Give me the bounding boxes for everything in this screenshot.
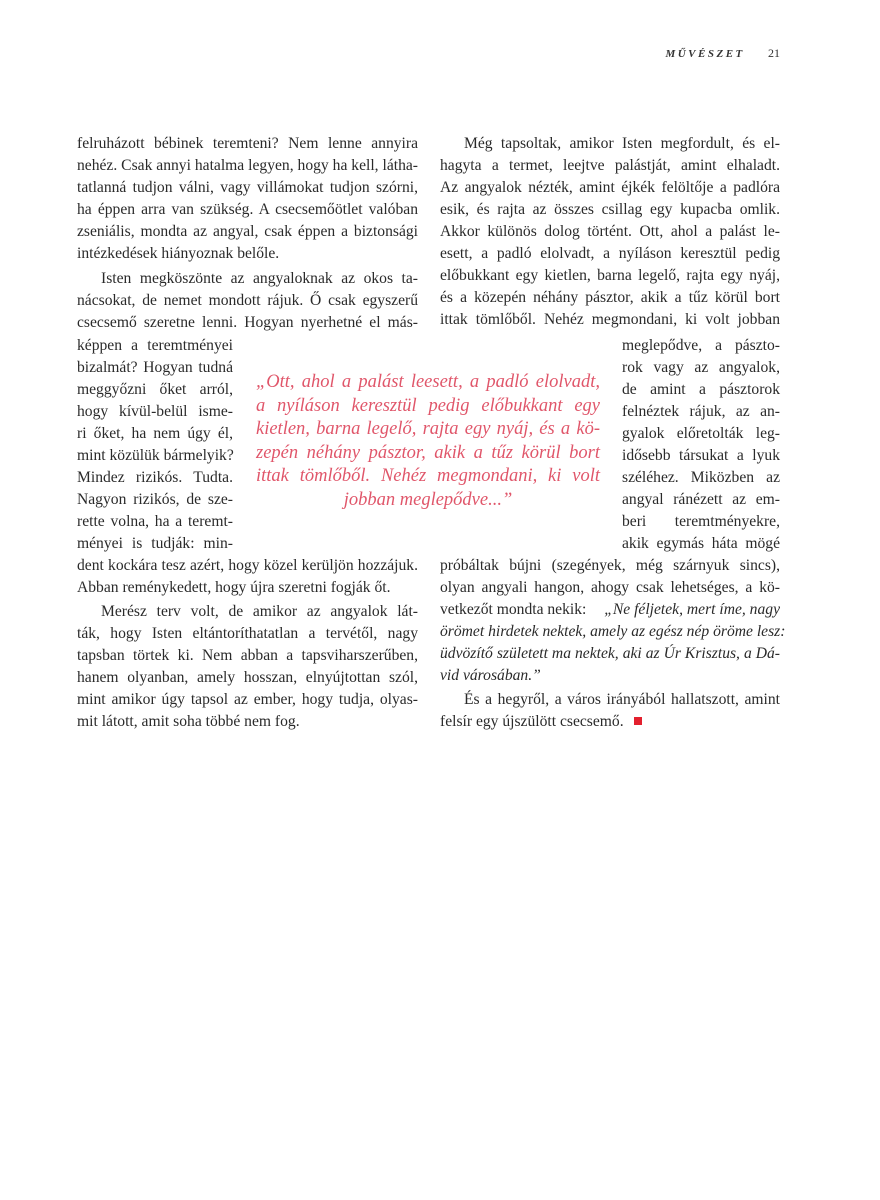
pull-quote-line: jobban meglepődve...” [343,489,513,510]
pull-quote-line: ittak tömlőből. Nehéz megmondani, ki volt [256,466,600,486]
text-line: Mindez rizikós. Tudta. [77,469,233,486]
scripture-line: vid városában.” [440,667,541,684]
text-line: Abban reménykedett, hogy újra szeretni fogják őt. [77,579,391,596]
text-line: mit látott, amit soha többé nem fog. [77,713,300,730]
pull-quote-line: zepén néhány pásztor, akik a tűz körül bort [256,442,600,463]
text-line: ri őket, ha nem úgy él, [77,425,233,442]
text-line: tatlanná tudjon válni, vagy villámokat tudjon szórni, [77,179,418,196]
text-line: előbukkant egy kietlen, barna legelő, rajta egy nyáj, [440,267,780,284]
pull-quote-line: „Ott, ahol a palást leesett, a padló elolvadt, [256,372,600,392]
text-line: rok vagy az angyalok, [622,359,780,376]
running-header [665,46,780,61]
text-line: esett, a padló elolvadt, a nyíláson keresztül pedig [440,245,780,262]
text-line: meglepődve, a pászto- [622,337,780,354]
text-line: nácsokat, de nemet mondott rájuk. Ő csak egyszerű [77,292,418,309]
text-line: És a hegyről, a város irányából hallatszott, amint [464,691,780,708]
text-line: intézkedések hiányoznak belőle. [77,245,280,262]
text-line: Isten megköszönte az angyaloknak az okos ta- [101,270,418,287]
text-span: vetkezőt mondta nekik: [440,601,591,618]
scripture-quote: „Ne féljetek, mert íme, nagy [604,601,780,618]
text-line: ták, hogy Isten eltántoríthatatlan a tervétől, nagy [77,625,418,642]
section-title: MŰVÉSZET [665,48,745,60]
text-line: hogy kívül-belül isme- [77,403,233,420]
end-mark-icon [634,717,642,725]
text-line: és a közepén néhány pásztor, akik a tűz körül bort [440,289,780,306]
text-line: Akkor különös dolog történt. Ott, ahol a palást le- [440,223,780,240]
text-line: esik, és rajta az összes csillag egy kupacba omlik. [440,201,780,218]
text-line: tapsban törtek ki. Nem abban a tapsviharszerűben, [77,647,418,664]
text-line: széléhez. Miközben az [622,469,780,486]
scripture-line: örömet hirdetek nektek, amely az egész nép öröme lesz: [440,623,786,640]
text-line: Merész terv volt, de amikor az angyalok lát- [101,603,418,620]
text-line: ittak tömlőből. Nehéz megmondani, ki volt jobban [440,311,780,328]
text-line: olyan angyali hangon, ahogy csak lehetséges, a kö- [440,579,780,596]
text-line: bizalmát? Hogyan tudná [77,359,233,376]
text-line: hanem olyanban, amely hosszan, elnyújtottan szól, [77,669,418,686]
text-line: beri teremtményekre, [622,513,780,530]
text-line: ha éppen arra van szükség. A csecsemőötlet valóban [77,201,418,218]
text-line: zseniális, mondta az angyal, csak éppen a biztonsági [77,223,418,240]
text-line: gyalok előretolták leg- [622,425,780,442]
scripture-line: üdvözítő született ma nektek, aki az Úr Krisztus, a Dá- [440,645,780,662]
text-line [440,599,780,621]
text-line: rette volna, ha a teremt- [77,513,233,530]
text-line: Az angyalok nézték, amint éjkék felöltője a padlóra [440,179,780,196]
text-line: csecsemő szeretne lenni. Hogyan nyerhetné el más- [77,314,418,331]
text-line: dent kockára tesz azért, hogy közel kerüljön hozzájuk. [77,557,418,574]
pull-quote [256,371,600,512]
text-line: meggyőzni őket arról, [77,381,233,398]
text-line: Még tapsoltak, amikor Isten megfordult, és el- [464,135,780,152]
text-line: Nagyon rizikós, de sze- [77,491,233,508]
text-line: mint közülük bármelyik? [77,447,234,464]
text-line: akik egymás háta mögé [622,535,780,552]
text-line-final [440,711,642,733]
page-number: 21 [768,46,780,60]
text-line: hagyta a termet, leejtve palástját, amint elhaladt. [440,157,780,174]
text-line: idősebb társukat a lyuk [622,447,780,464]
text-line: próbáltak bújni (szegények, még szárnyuk sincs), [440,557,780,574]
text-line: ményei is tudják: min- [77,535,233,552]
text-line: angyal ránézett az em- [622,491,780,508]
text-line: képpen a teremtményei [77,337,233,354]
text-line: de amint a pásztorok [622,381,780,398]
text-line: felruházott bébinek teremteni? Nem lenne annyira [77,135,418,152]
pull-quote-line: a nyíláson keresztül pedig előbukkant egy [256,395,600,416]
text-line: felnéztek rájuk, az an- [622,403,780,420]
text-line: mint amikor úgy tapsol az ember, hogy tudja, olyas- [77,691,418,708]
text-line: nehéz. Csak annyi hatalma legyen, hogy ha kell, látha- [77,157,418,174]
text-span: felsír egy újszülött csecsemő. [440,713,624,730]
pull-quote-line: kietlen, barna legelő, rajta egy nyáj, és a kö- [256,419,600,439]
